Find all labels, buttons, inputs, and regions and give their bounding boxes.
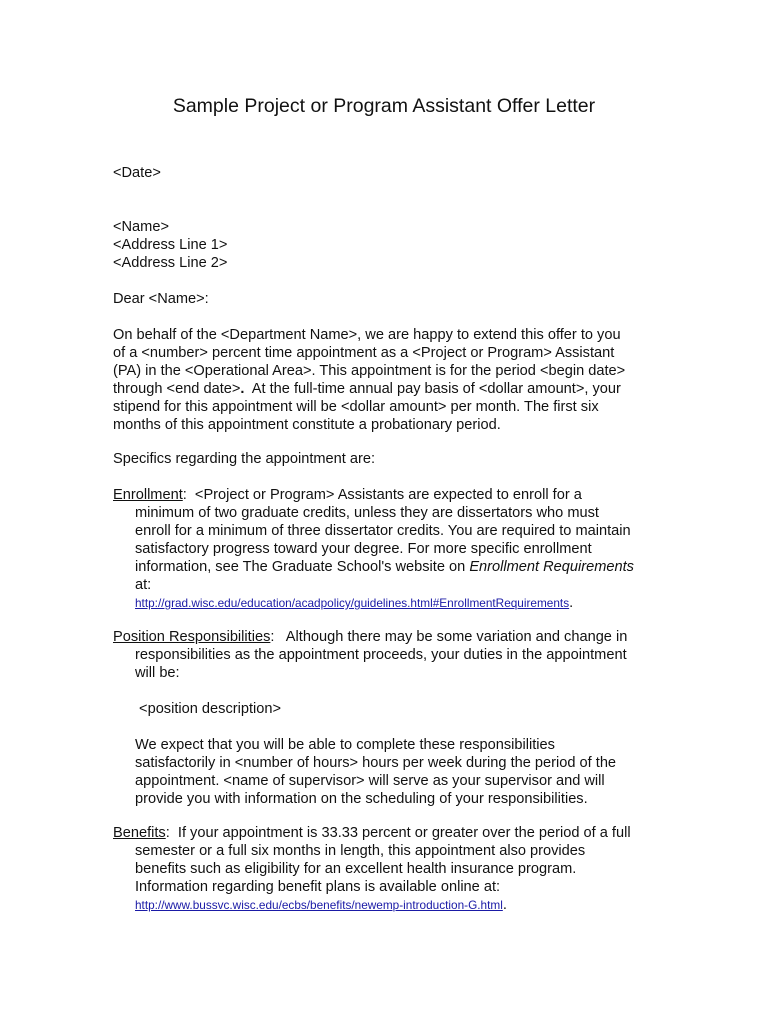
position-responsibilities-section: Position Responsibilities: Although there may be some variation and change in responsibilities as the appointment proceeds, your duties in the appointment will be: <position description> We expect that you will be able to complete these responsibilities satisfactorily in <number of hours> hours per week during the period of the appointment. <name of supervisor> will serve as your supervisor and will provide you with information on the scheduling of your responsibilities.	[113, 628, 673, 808]
recipient-address	[113, 218, 673, 272]
address-line-2: <Address Line 2>	[113, 255, 228, 271]
benefits-heading: Benefits	[113, 825, 166, 841]
enrollment-heading: Enrollment	[113, 487, 183, 503]
benefits-section: Benefits: If your appointment is 33.33 percent or greater over the period of a full semester or a full six months in length, this appointment also provides benefits such as eligibility for an excellent health insurance program. Information regarding benefit plans is available online at: http://www.bussvc.wisc.edu/ecbs/benefits/newemp-introduction-G.html.	[113, 825, 631, 913]
recipient-name: <Name>	[113, 219, 169, 235]
intro-paragraph: On behalf of the <Department Name>, we are happy to extend this offer to you of a <number> percent time appointment as a <Project or Program> Assistant (PA) in the <Operational Area>. This appointment is for the period <begin date> through <end date>. At the full-time annual pay basis of <dollar amount>, your stipend for this appointment will be <dollar amount> per month. The first six months of this appointment constitute a probationary period.	[113, 327, 626, 433]
enrollment-section: Enrollment: <Project or Program> Assistants are expected to enroll for a minimum of two graduate credits, unless they are dissertators who must enroll for a minimum of three dissertator credits. You are required to maintain satisfactory progress toward your degree. For more specific enrollment information, see The Graduate School's website on Enrollment Requirements at: http://grad.wisc.edu/education/acadpolicy/guidelines.html#EnrollmentRequirements.	[113, 487, 634, 611]
date-placeholder: <Date>	[113, 165, 161, 181]
position-responsibilities-heading: Position Responsibilities	[113, 629, 271, 645]
address-line-1: <Address Line 1>	[113, 237, 228, 253]
enrollment-requirements-link[interactable]: http://grad.wisc.edu/education/acadpolicy/guidelines.html#EnrollmentRequirements	[135, 596, 570, 610]
benefits-info-link[interactable]: http://www.bussvc.wisc.edu/ecbs/benefits/newemp-introduction-G.html	[135, 898, 503, 912]
document-title: Sample Project or Program Assistant Offer Letter	[172, 95, 596, 117]
position-description-placeholder: <position description>	[135, 701, 282, 717]
specifics-heading: Specifics regarding the appointment are:	[113, 451, 376, 467]
salutation: Dear <Name>:	[113, 291, 209, 307]
